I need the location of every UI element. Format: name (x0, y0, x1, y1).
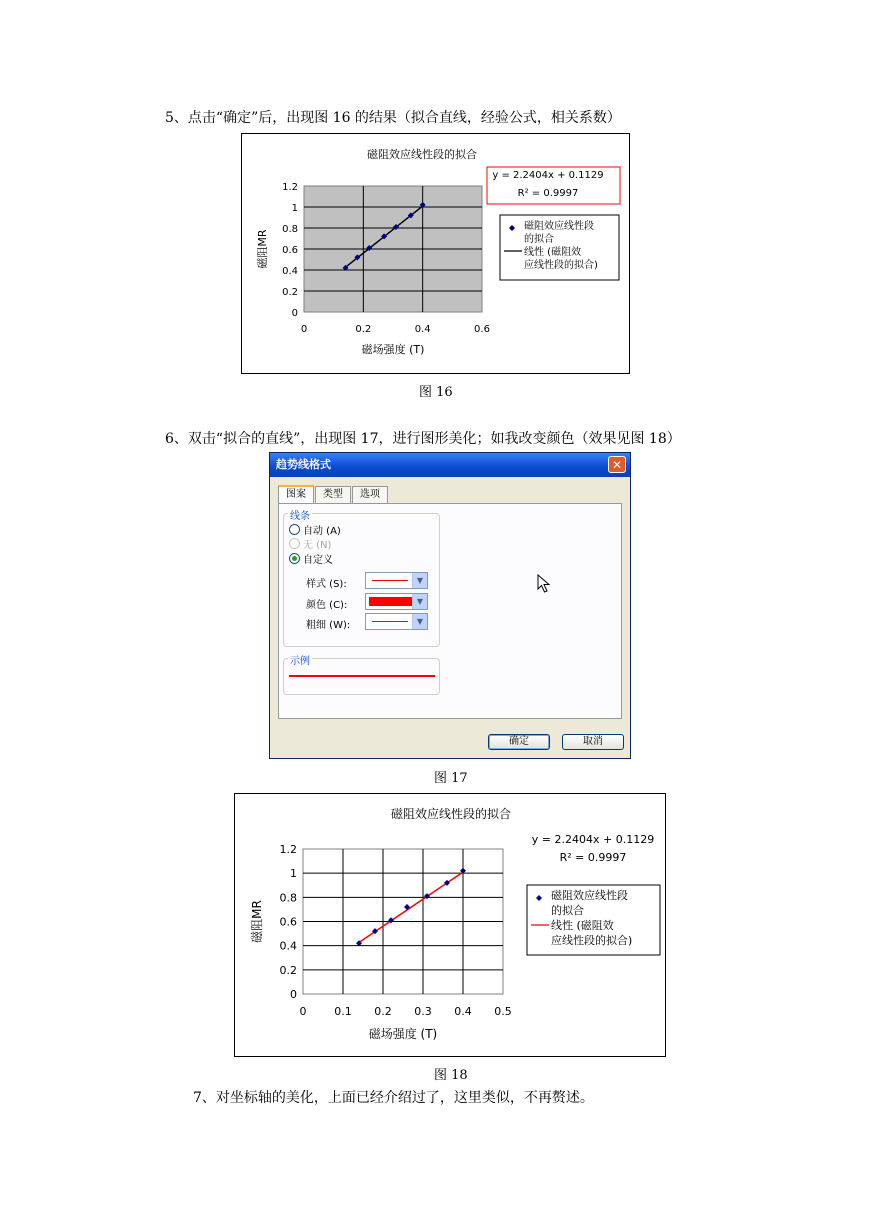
sample-group-title: 示例 (288, 652, 312, 667)
y-tick-label: 0 (290, 988, 297, 1001)
y-tick-label: 0.6 (282, 245, 298, 256)
r-squared-label: R² = 0.9997 (559, 851, 627, 864)
weight-select[interactable] (365, 613, 428, 630)
sample-line (289, 675, 435, 677)
color-swatch (369, 597, 413, 606)
color-select[interactable] (365, 593, 428, 610)
y-tick-label: 0.6 (279, 915, 297, 929)
y-tick-label: 0 (291, 308, 298, 319)
y-tick-label: 0.4 (279, 939, 297, 953)
ok-button[interactable]: 确定 (488, 734, 550, 750)
color-label: 颜色 (C): (306, 600, 348, 611)
x-tick-label: 0 (300, 324, 308, 335)
paragraph-step5: 5、点击“确定”后，出现图 16 的结果（拟合直线，经验公式，相关系数） (165, 110, 621, 126)
dialog-titlebar (270, 453, 630, 477)
radio-circle-icon (289, 538, 300, 549)
paragraph-step7: 7、对坐标轴的美化，上面已经介绍过了，这里类似，不再赘述。 (193, 1090, 594, 1106)
radio-auto[interactable] (289, 522, 341, 537)
paragraph-step6: 6、双击“拟合的直线”，出现图 17，进行图形美化；如我改变颜色（效果见图 18） (165, 431, 681, 447)
radio-selected-icon (289, 553, 300, 564)
radio-auto-label: 自动 (A) (303, 526, 341, 537)
x-tick-label: 0 (299, 1005, 307, 1018)
legend-trend-label-cont: 应线性段的拟合) (524, 260, 598, 271)
x-tick-label: 0.6 (474, 324, 490, 335)
y-tick-label: 0.8 (279, 891, 297, 905)
figure-18-chart (234, 793, 666, 1057)
caption-fig18: 图 18 (434, 1068, 468, 1083)
line-group-title: 线条 (288, 507, 312, 522)
x-tick-label: 0.1 (334, 1005, 352, 1018)
y-axis-label: 磁阻MR (256, 229, 269, 269)
legend-series-label-cont: 的拟合 (524, 234, 554, 245)
chevron-down-icon: ▼ (412, 573, 427, 588)
chevron-down-icon: ▼ (412, 594, 427, 609)
x-tick-label: 0.5 (494, 1005, 512, 1018)
weight-label: 粗细 (W): (306, 620, 351, 631)
tab-type[interactable]: 类型 (315, 486, 351, 503)
radio-custom-label: 自定义 (303, 555, 333, 566)
tab-options[interactable]: 选项 (352, 486, 388, 503)
y-tick-label: 0.2 (282, 287, 298, 298)
radio-none-label: 无 (N) (303, 540, 332, 551)
r-squared-label: R² = 0.9997 (517, 188, 579, 199)
chart-16-svg (242, 134, 631, 375)
caption-fig16: 图 16 (419, 385, 453, 400)
y-tick-label: 0.4 (282, 266, 298, 277)
sample-group (283, 658, 440, 695)
x-tick-label: 0.4 (414, 324, 431, 335)
x-axis-label: 磁场强度 (T) (368, 1027, 438, 1041)
close-icon[interactable]: ✕ (608, 456, 626, 473)
dialog-title: 趋势线格式 (276, 458, 331, 471)
radio-none[interactable] (289, 536, 331, 551)
x-tick-label: 0.2 (355, 324, 372, 335)
tab-panel (278, 503, 622, 719)
x-axis-label: 磁场强度 (T) (361, 343, 425, 356)
y-tick-label: 0.2 (279, 963, 297, 977)
x-tick-label: 0.4 (454, 1005, 472, 1018)
legend-series-label: 磁阻效应线性段 (551, 889, 628, 902)
y-tick-label: 1.2 (279, 843, 297, 856)
caption-fig17: 图 17 (434, 771, 468, 786)
chart-title: 磁阻效应线性段的拟合 (390, 807, 512, 821)
y-tick-label: 1.2 (282, 182, 298, 193)
style-select[interactable] (365, 572, 428, 589)
line-style-preview (372, 580, 408, 581)
mouse-cursor-icon (537, 574, 551, 594)
line-weight-preview (372, 621, 408, 622)
radio-circle-icon (289, 524, 300, 535)
trendline-format-dialog (269, 452, 631, 759)
legend-trend-label: 线性 (磁阻效 (524, 247, 582, 258)
style-label: 样式 (S): (306, 579, 347, 590)
x-tick-label: 0.3 (414, 1005, 432, 1018)
radio-custom[interactable] (289, 551, 333, 566)
cancel-button[interactable]: 取消 (562, 734, 624, 750)
chevron-down-icon: ▼ (412, 614, 427, 629)
chart-title: 磁阻效应线性段的拟合 (367, 148, 477, 161)
line-group (283, 513, 440, 647)
legend-series-label: 磁阻效应线性段 (524, 221, 594, 232)
figure-16-chart (241, 133, 630, 374)
y-axis-label: 磁阻MR (250, 900, 264, 943)
y-tick-label: 1 (290, 867, 297, 881)
legend-trend-label-cont: 应线性段的拟合) (551, 934, 633, 947)
dialog-tabs (278, 485, 389, 503)
y-tick-label: 1 (291, 203, 298, 214)
legend-trend-label: 线性 (磁阻效 (551, 919, 614, 932)
legend-series-label-cont: 的拟合 (551, 904, 584, 917)
tab-pattern[interactable]: 图案 (278, 485, 314, 504)
chart-18-svg (235, 794, 667, 1058)
trend-equation: y = 2.2404x + 0.1129 (531, 833, 655, 846)
trend-equation: y = 2.2404x + 0.1129 (492, 170, 604, 181)
y-tick-label: 0.8 (282, 224, 298, 235)
x-tick-label: 0.2 (374, 1005, 392, 1018)
